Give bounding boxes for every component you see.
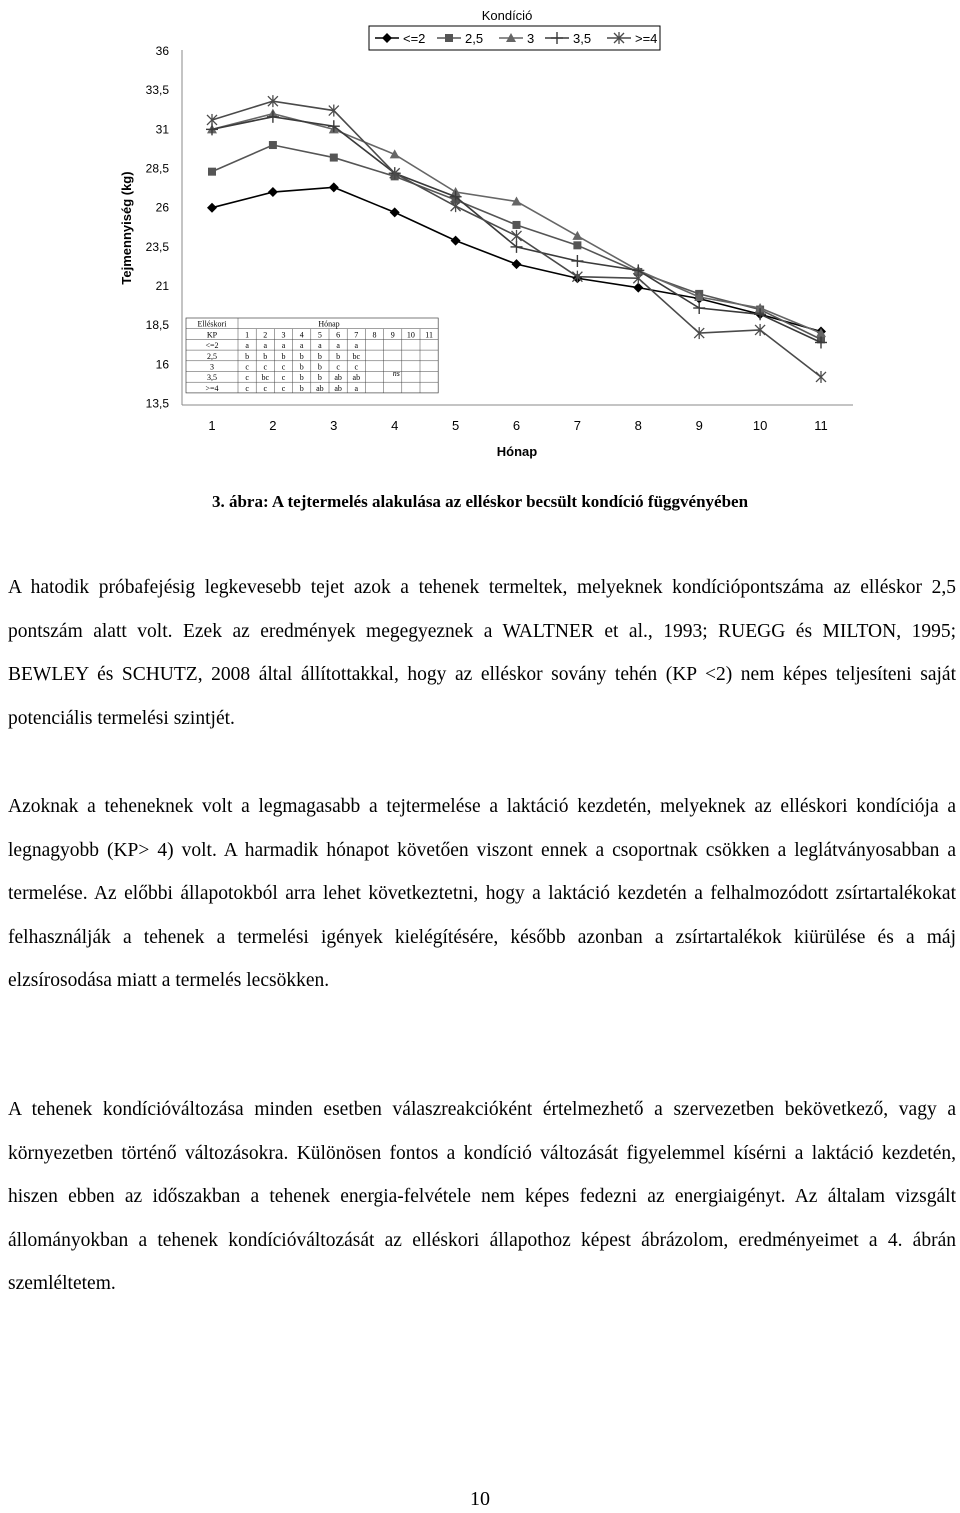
x-tick-label: 6 <box>512 418 521 433</box>
data-point <box>816 371 826 383</box>
data-point <box>693 302 705 314</box>
chart-legend <box>369 26 660 50</box>
x-tick-labels <box>208 418 827 433</box>
legend-label: 3,5 <box>573 31 592 46</box>
data-point <box>390 207 400 217</box>
table-cell: c <box>336 362 340 372</box>
data-point <box>573 241 581 249</box>
x-tick-label: 7 <box>573 418 582 433</box>
table-cell: a <box>336 341 340 351</box>
table-cell: c <box>263 383 268 393</box>
table-month: 10 <box>406 330 415 340</box>
table-month: 8 <box>372 330 377 340</box>
table-header-left: Elléskori <box>197 319 227 329</box>
table-frame <box>186 318 438 393</box>
table-cell: b <box>245 351 250 361</box>
table-month: 1 <box>245 330 250 340</box>
paragraph-2: Azoknak a teheneknek volt a legmagasabb a tejtermelése a laktáció kezdetén, melyeknek az elléskori kondíciója a legnagyobb (KP> 4) volt. A harmadik hónapot követően viszont ennek a csoportnak csökken a leglátványosabban a termelése. Az előbbi állapotokból arra lehet következtetni, hogy a laktáció kezdetén a felhalmozódott zsírtartalékokat felhasználják a tehenek a termelési igények kielégítésére, később azonban a zsírtartalékok kiürülése és a máj elzsírosodása miatt a termelés lecsökken. <box>8 796 956 991</box>
table-month: 7 <box>354 330 359 340</box>
table-cell: b <box>263 351 268 361</box>
table-cell: a <box>354 383 359 393</box>
table-cell: b <box>317 351 322 361</box>
table-cell: b <box>299 383 304 393</box>
data-point <box>815 336 827 348</box>
figure-caption: 3. ábra: A tejtermelés alakulása az elléskor becsült kondíció függvényében <box>211 492 749 511</box>
data-point <box>451 236 461 246</box>
table-month: 11 <box>425 330 433 340</box>
table-month: 4 <box>299 330 304 340</box>
y-tick-label: 23,5 <box>145 239 169 254</box>
table-cell: c <box>245 362 249 372</box>
table-header-right: Hónap <box>318 319 340 329</box>
table-cell: c <box>354 362 359 372</box>
y-tick-label: 16 <box>155 357 169 372</box>
table-corner: KP <box>206 330 218 340</box>
table-cell: c <box>245 373 249 383</box>
table-row-kp: 3,5 <box>207 373 217 383</box>
x-tick-label: 8 <box>634 418 642 433</box>
y-axis-label: Tejmennyiség (kg) <box>119 171 134 285</box>
table-cell: ab <box>334 373 342 383</box>
table-cell: ab <box>352 373 361 383</box>
series-group <box>207 182 826 336</box>
table-cell: b <box>336 351 341 361</box>
table-cell: b <box>299 362 304 372</box>
x-tick-label: 5 <box>451 418 460 433</box>
y-tick-label: 31 <box>155 122 169 137</box>
x-tick-label: 1 <box>208 418 216 433</box>
table-cell: a <box>263 341 268 351</box>
data-point <box>445 34 453 42</box>
table-cell: a <box>245 341 249 351</box>
table-cell: b <box>281 351 286 361</box>
x-tick-label: 10 <box>752 418 768 433</box>
data-point <box>390 149 400 158</box>
table-cell: c <box>281 373 286 383</box>
series-group <box>206 111 827 349</box>
chart-title: Kondíció <box>481 8 533 23</box>
table-month: 6 <box>336 330 341 340</box>
table-month: 3 <box>281 330 286 340</box>
significance-table <box>186 318 438 393</box>
data-point <box>207 114 217 126</box>
data-point <box>512 230 522 242</box>
x-tick-label: 3 <box>330 418 338 433</box>
table-cell: a <box>354 341 359 351</box>
legend-label: 3 <box>527 31 535 46</box>
y-tick-label: 13,5 <box>145 396 169 411</box>
data-point <box>512 259 522 269</box>
y-tick-label: 28,5 <box>145 161 169 176</box>
data-point <box>330 154 338 162</box>
data-point <box>269 141 277 149</box>
table-row-kp: >=4 <box>205 383 219 393</box>
table-cell: c <box>245 383 249 393</box>
data-point <box>207 203 217 213</box>
table-cell: bc <box>261 373 270 383</box>
table-cell: ab <box>334 383 342 393</box>
data-point <box>513 221 521 229</box>
paragraph-1: A hatodik próbafejésig legkevesebb tejet azok a tehenek termeltek, melyeknek kondíciópontszáma az elléskor 2,5 pontszám alatt volt. Ezek az eredmények megegyeznek a WALTNER et al., 1993; RUEGG és MILTON, 1995; BEWLEY és SCHUTZ, 2008 által állítottakkal, hogy az elléskor sovány tehén (KP <2) nem képes teljesíteni saját potenciális termelési szintjét. <box>8 577 956 729</box>
legend-label: <=2 <box>403 31 426 46</box>
milk-yield-chart <box>0 0 960 480</box>
x-tick-label: 4 <box>391 418 399 433</box>
x-tick-label: 11 <box>814 418 828 433</box>
data-point <box>451 200 461 212</box>
x-tick-label: 9 <box>695 418 703 433</box>
data-point <box>329 182 339 192</box>
table-cell: c <box>281 362 286 372</box>
y-tick-label: 18,5 <box>145 318 169 333</box>
table-cell: c <box>281 383 286 393</box>
table-ns: ns <box>392 368 400 378</box>
x-axis-label: Hónap <box>496 444 538 459</box>
y-tick-labels <box>146 44 170 411</box>
table-row-kp: 2,5 <box>207 351 217 361</box>
table-row-kp: 3 <box>210 362 214 372</box>
legend-label: >=4 <box>635 31 658 46</box>
y-tick-label: 33,5 <box>145 83 169 98</box>
table-month: 2 <box>263 330 268 340</box>
table-cell: ab <box>316 383 324 393</box>
table-cell: b <box>317 373 322 383</box>
page-number: 10 <box>470 1488 490 1510</box>
table-cell: c <box>263 362 268 372</box>
legend-label: 2,5 <box>465 31 484 46</box>
data-point <box>571 255 583 267</box>
y-tick-label: 26 <box>155 200 169 215</box>
paragraph-3: A tehenek kondícióváltozása minden esetben válaszreakcióként értelmezhető a szervezetben bekövetkező, vagy a környezetben történő változásokra. Különösen fontos a kondíció változását figyelemmel kísérni a laktáció kezdetén, hiszen ebben az időszakban a tehenek energia-felvétele nem képes fedezni az energiaigényt. Az általam vizsgált állományokban a tehenek kondícióváltozását az elléskori állapothoz képest ábrázolom, eredményeimet a 4. ábrán szemléltetem. <box>8 1099 956 1294</box>
table-month: 5 <box>317 330 322 340</box>
data-point <box>268 187 278 197</box>
table-cell: a <box>318 341 322 351</box>
y-tick-label: 36 <box>155 44 169 58</box>
data-point <box>572 231 582 240</box>
table-cell: bc <box>352 351 361 361</box>
table-cell: b <box>299 373 304 383</box>
data-point <box>208 168 216 176</box>
table-cell: a <box>299 341 304 351</box>
table-row-kp: <=2 <box>205 341 219 351</box>
x-tick-label: 2 <box>269 418 277 433</box>
y-tick-label: 21 <box>155 279 169 294</box>
table-month: 9 <box>390 330 395 340</box>
table-cell: b <box>317 362 322 372</box>
table-cell: b <box>299 351 304 361</box>
data-point <box>267 111 279 123</box>
table-cell: a <box>281 341 286 351</box>
